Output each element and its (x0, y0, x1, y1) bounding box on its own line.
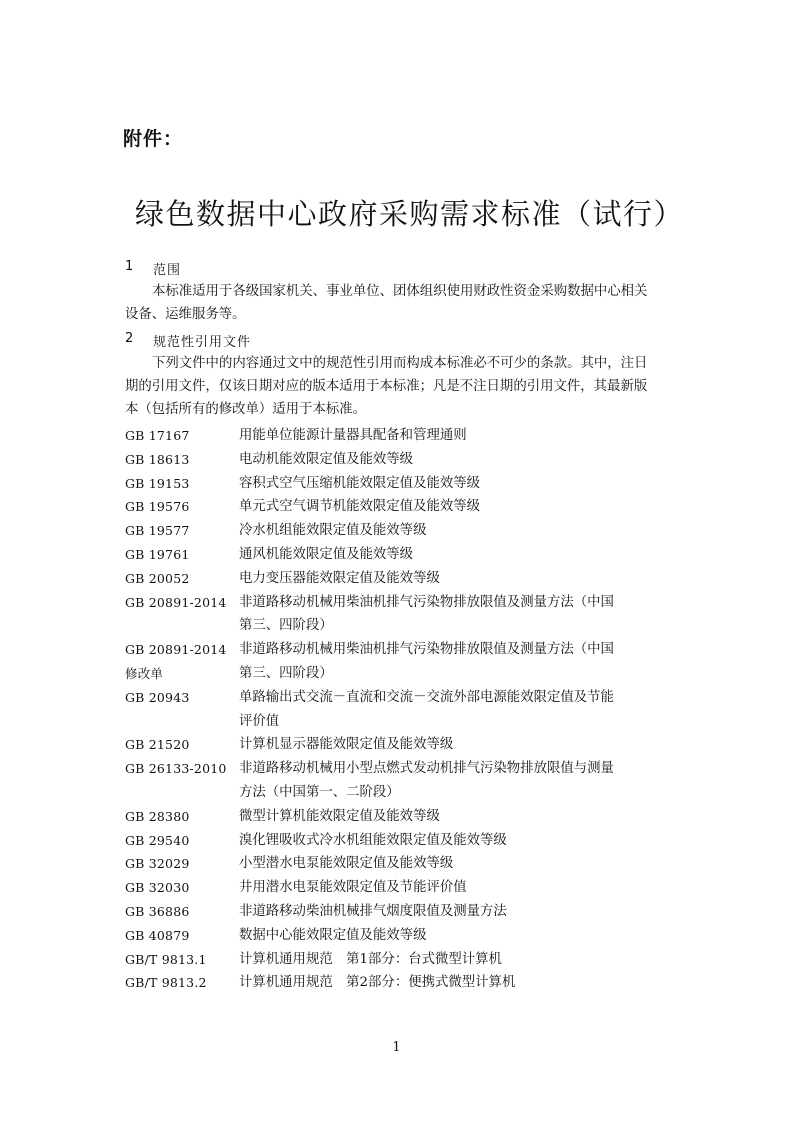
reference-code (125, 900, 239, 924)
reference-code-line: GB 40879 (125, 927, 190, 943)
reference-title (239, 472, 670, 496)
reference-code (125, 638, 239, 686)
reference-code (125, 757, 239, 805)
reference-title-line: 数据中心能效限定值及能效等级 (239, 927, 427, 943)
reference-item (125, 448, 670, 472)
reference-code-line: GB 26133-2010 (125, 761, 227, 777)
paragraph-line: 本标准适用于各级国家机关、事业单位、团体组织使用财政性资金采购数据中心相关 (152, 284, 648, 299)
reference-title-line: 第三、四阶段） (239, 618, 333, 634)
page-number: 1 (392, 1040, 401, 1055)
reference-code (125, 567, 239, 591)
reference-title-line: 微型计算机能效限定值及能效等级 (239, 808, 440, 824)
reference-code-line: GB 28380 (125, 808, 190, 824)
reference-title-line: 第三、四阶段） (239, 665, 333, 681)
reference-title-line: 计算机通用规范 第1部分：台式微型计算机 (239, 951, 502, 967)
paragraph-line: 期的引用文件，仅该日期对应的版本适用于本标准；凡是不注日期的引用文件，其最新版 (125, 379, 648, 394)
reference-code-line: GB 19576 (125, 499, 190, 515)
reference-title (239, 805, 670, 829)
section-paragraph-scope (125, 280, 670, 326)
reference-title (239, 948, 670, 972)
reference-code (125, 733, 239, 757)
reference-title-line: 井用潜水电泵能效限定值及节能评价值 (239, 880, 467, 896)
reference-title (239, 424, 670, 448)
reference-code (125, 495, 239, 519)
reference-code-line: GB 19577 (125, 523, 190, 539)
reference-title (239, 448, 670, 472)
reference-title (239, 852, 670, 876)
reference-item (125, 805, 670, 829)
reference-code-line: GB 21520 (125, 737, 190, 753)
reference-title-line: 方法（中国第一、二阶段） (239, 784, 400, 800)
reference-title (239, 757, 670, 805)
reference-code-line: GB/T 9813.2 (125, 975, 207, 991)
reference-code (125, 924, 239, 948)
reference-item (125, 686, 670, 734)
paragraph-line: 设备、运维服务等。 (125, 307, 246, 322)
reference-code (125, 971, 239, 995)
reference-code-line: GB 20891-2014 (125, 642, 227, 658)
reference-title-line: 评价值 (239, 713, 280, 729)
reference-item (125, 876, 670, 900)
attachment-label: 附件： (123, 128, 184, 150)
reference-code (125, 543, 239, 567)
reference-title-line: 电力变压器能效限定值及能效等级 (239, 570, 440, 586)
reference-code (125, 519, 239, 543)
reference-code (125, 448, 239, 472)
reference-title (239, 876, 670, 900)
reference-code (125, 876, 239, 900)
reference-title-line: 电动机能效限定值及能效等级 (239, 451, 414, 467)
reference-code (125, 686, 239, 734)
reference-title (239, 733, 670, 757)
section-heading-references (125, 331, 251, 350)
reference-code (125, 829, 239, 853)
section-number: 1 (125, 259, 134, 274)
reference-code-line: GB 17167 (125, 428, 190, 443)
reference-title-line: 用能单位能源计量器具配备和管理通则 (239, 428, 467, 443)
reference-item (125, 424, 670, 448)
reference-code-line: GB 29540 (125, 832, 190, 848)
reference-title (239, 519, 670, 543)
reference-code-line: GB/T 9813.1 (125, 951, 207, 967)
reference-item (125, 948, 670, 972)
reference-title-line: 通风机能效限定值及能效等级 (239, 546, 414, 562)
reference-code-line: GB 19153 (125, 475, 190, 491)
reference-code-line: GB 20943 (125, 689, 190, 705)
reference-item (125, 638, 670, 686)
reference-title (239, 543, 670, 567)
section-heading-scope (125, 259, 181, 278)
section-label: 范围 (153, 263, 182, 278)
reference-title (239, 567, 670, 591)
paragraph-line: 本（包括所有的修改单）适用于本标准。 (125, 402, 367, 417)
section-label: 规范性引用文件 (153, 335, 252, 350)
reference-item (125, 852, 670, 876)
reference-code (125, 948, 239, 972)
section-number: 2 (125, 331, 134, 346)
reference-title (239, 495, 670, 519)
reference-title (239, 591, 670, 639)
reference-item (125, 495, 670, 519)
reference-list (125, 424, 670, 995)
reference-code (125, 591, 239, 639)
reference-code-line: GB 20052 (125, 570, 190, 586)
reference-item (125, 757, 670, 805)
reference-title-line: 非道路移动机械用小型点燃式发动机排气污染物排放限值与测量 (239, 761, 614, 777)
reference-title (239, 900, 670, 924)
reference-title-line: 小型潜水电泵能效限定值及能效等级 (239, 856, 454, 872)
reference-title-line: 非道路移动机械用柴油机排气污染物排放限值及测量方法（中国 (239, 642, 614, 658)
document-title: 绿色数据中心政府采购需求标准（试行） (135, 197, 685, 231)
reference-item (125, 543, 670, 567)
reference-code-line: GB 19761 (125, 546, 190, 562)
reference-title-line: 计算机显示器能效限定值及能效等级 (239, 737, 454, 753)
reference-code (125, 424, 239, 448)
reference-item (125, 472, 670, 496)
reference-title (239, 638, 670, 686)
reference-title (239, 686, 670, 734)
reference-title (239, 971, 670, 995)
reference-title-line: 计算机通用规范 第2部分：便携式微型计算机 (239, 975, 516, 991)
reference-title-line: 溴化锂吸收式冷水机组能效限定值及能效等级 (239, 832, 507, 848)
reference-code (125, 852, 239, 876)
reference-item (125, 733, 670, 757)
reference-title-line: 容积式空气压缩机能效限定值及能效等级 (239, 475, 481, 491)
reference-code (125, 472, 239, 496)
reference-code-line: GB 32029 (125, 856, 190, 872)
reference-title (239, 829, 670, 853)
reference-item (125, 591, 670, 639)
reference-title (239, 924, 670, 948)
reference-title-line: 非道路移动柴油机械排气烟度限值及测量方法 (239, 903, 507, 919)
reference-title-line: 单路输出式交流－直流和交流－交流外部电源能效限定值及节能 (239, 689, 614, 705)
reference-code-line: GB 20891-2014 (125, 594, 227, 610)
reference-item (125, 567, 670, 591)
reference-code-line: 修改单 (125, 665, 164, 681)
reference-code-line: GB 32030 (125, 880, 190, 896)
reference-item (125, 971, 670, 995)
reference-item (125, 829, 670, 853)
reference-code-line: GB 36886 (125, 903, 190, 919)
section-paragraph-references (125, 352, 670, 421)
reference-title-line: 单元式空气调节机能效限定值及能效等级 (239, 499, 481, 515)
paragraph-line: 下列文件中的内容通过文中的规范性引用而构成本标准必不可少的条款。其中，注日 (152, 356, 648, 371)
reference-title-line: 非道路移动机械用柴油机排气污染物排放限值及测量方法（中国 (239, 594, 614, 610)
reference-code-line: GB 18613 (125, 451, 190, 467)
reference-item (125, 519, 670, 543)
reference-title-line: 冷水机组能效限定值及能效等级 (239, 523, 427, 539)
reference-item (125, 900, 670, 924)
reference-item (125, 924, 670, 948)
reference-code (125, 805, 239, 829)
